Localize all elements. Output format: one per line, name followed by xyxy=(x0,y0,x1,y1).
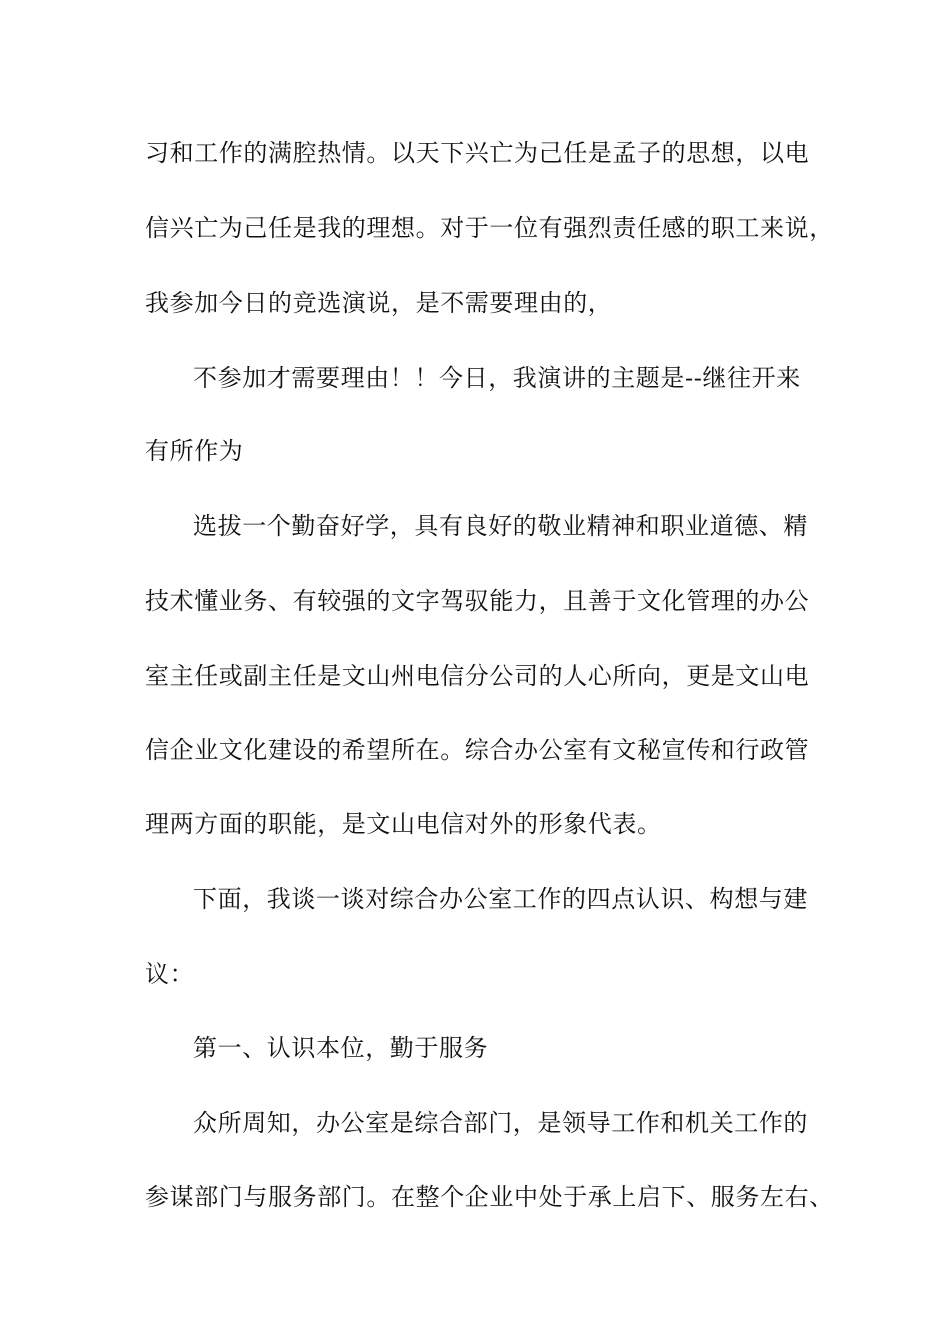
text-line: 参谋部门与服务部门。在整个企业中处于承上启下、服务左右、 xyxy=(145,1183,834,1211)
text-line: 信兴亡为己任是我的理想。对于一位有强烈责任感的职工来说， xyxy=(145,214,834,242)
text-line: 议： xyxy=(145,960,195,988)
text-line: 众所周知，办公室是综合部门，是领导工作和机关工作的 xyxy=(193,1109,808,1137)
text-line: 理两方面的职能，是文山电信对外的形象代表。 xyxy=(145,810,662,838)
text-line: 信企业文化建设的希望所在。综合办公室有文秘宣传和行政管 xyxy=(145,736,810,764)
text-line: 第一、认识本位，勤于服务 xyxy=(193,1034,489,1062)
text-line: 我参加今日的竞选演说，是不需要理由的， xyxy=(145,289,613,317)
text-line: 有所作为 xyxy=(145,437,244,465)
text-line: 技术懂业务、有较强的文字驾驭能力，且善于文化管理的办公 xyxy=(145,587,810,615)
text-line: 习和工作的满腔热情。以天下兴亡为己任是孟子的思想，以电 xyxy=(145,139,810,167)
text-line: 下面，我谈一谈对综合办公室工作的四点认识、构想与建 xyxy=(193,885,808,913)
text-line: 不参加才需要理由！！今日，我演讲的主题是--继往开来 xyxy=(193,364,801,392)
text-line: 室主任或副主任是文山州电信分公司的人心所向，更是文山电 xyxy=(145,662,810,690)
text-line: 选拔一个勤奋好学，具有良好的敬业精神和职业道德、精 xyxy=(193,512,808,540)
